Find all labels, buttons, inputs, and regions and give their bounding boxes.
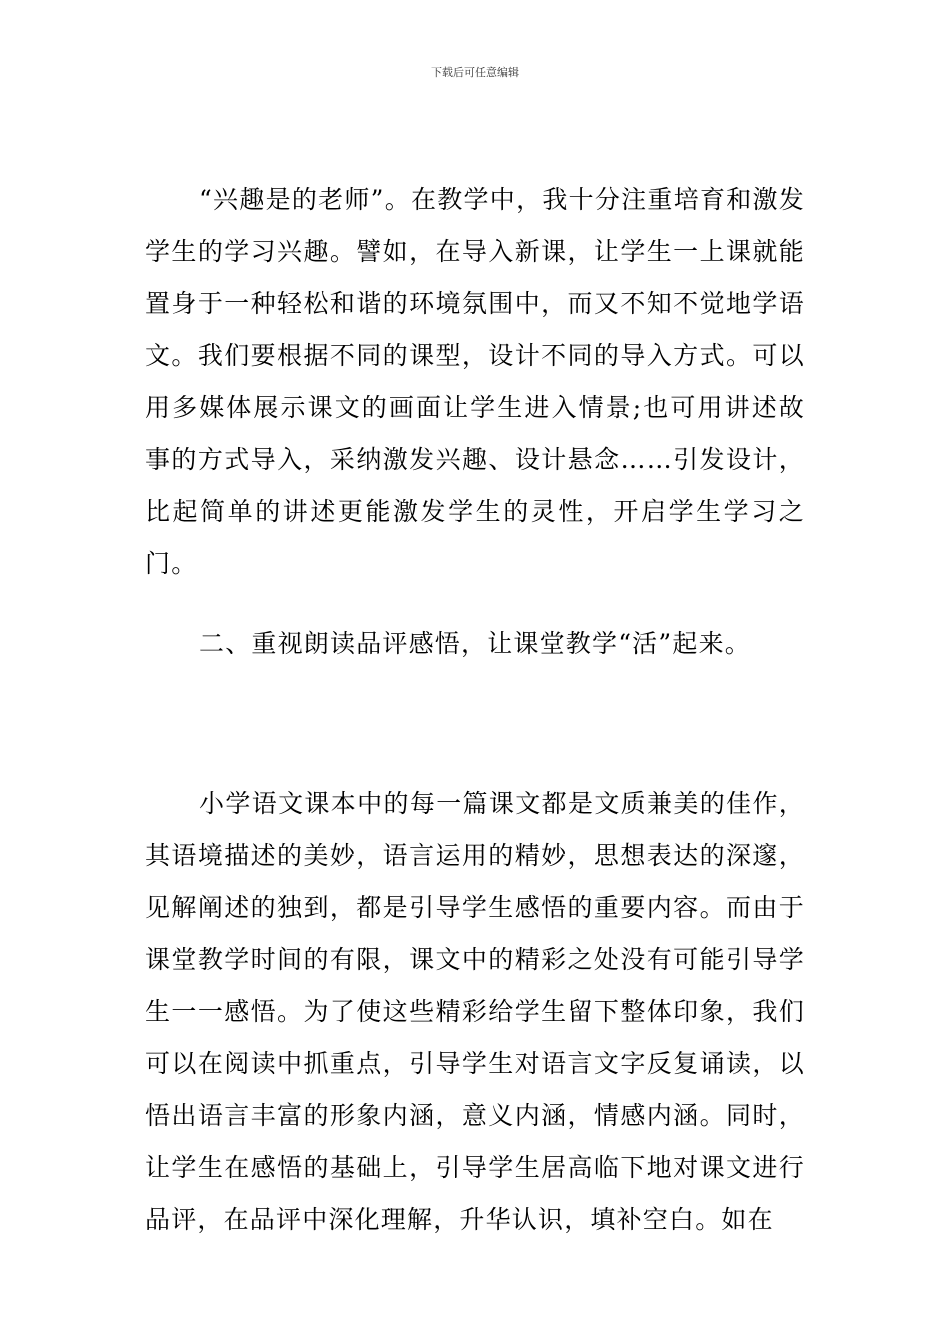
section-heading-2: 二、重视朗读品评感悟，让课堂教学“活”起来。 (199, 629, 751, 658)
page-header-note: 下载后可任意编辑 (431, 66, 519, 79)
paragraph-reading-appreciation: 小学语文课本中的每一篇课文都是文质兼美的佳作，其语境描述的美妙，语言运用的精妙，思想表达的深邃，见解阐述的独到，都是引导学生感悟的重要内容。而由于课堂教学时间的有限，课文中的精彩之处没有可能引导学生一一感悟。为了使这些精彩给学生留下整体印象，我们可以在阅读中抓重点，引导学生对语言文字反复诵读，以悟出语言丰富的形象内涵，意义内涵，情感内涵。同时，让学生在感悟的基础上，引导学生居高临下地对课文进行品评，在品评中深化理解，升华认识，填补空白。如在 (145, 789, 805, 1234)
paragraph-interest-intro: “兴趣是的老师”。在教学中，我十分注重培育和激发学生的学习兴趣。譬如，在导入新课，让学生一上课就能置身于一种轻松和谐的环境氛围中，而又不知不觉地学语文。我们要根据不同的课型，设计不同的导入方式。可以用多媒体展示课文的画面让学生进入情景;也可用讲述故事的方式导入，采纳激发兴趣、设计悬念……引发设计，比起简单的讲述更能激发学生的灵性，开启学生学习之门。 (145, 185, 805, 578)
